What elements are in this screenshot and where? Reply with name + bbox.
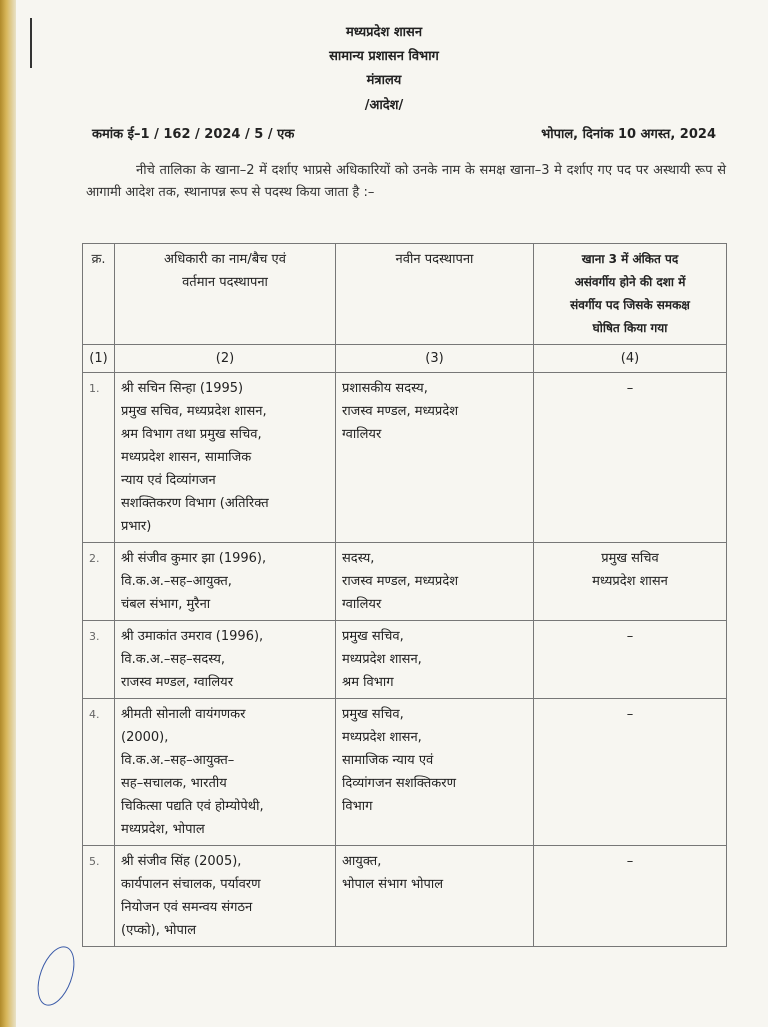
header-new-posting: नवीन पदस्थापना: [336, 244, 534, 345]
header-officer: अधिकारी का नाम/बैच एवं वर्तमान पदस्थापना: [115, 244, 336, 345]
department-name: सामान्य प्रशासन विभाग: [329, 49, 439, 64]
equivalent-post: –: [534, 621, 727, 699]
paper-edge: [0, 0, 16, 1027]
header-equivalent: खाना 3 में अंकित पद असंवर्गीय होने की दशा में संवर्गीय पद जिसके समकक्ष घोषित किया गया: [534, 244, 727, 345]
posting-table: [82, 243, 727, 947]
table-row: [83, 543, 727, 621]
officer-details: श्री संजीव कुमार झा (1996), वि.क.अ.–सह–आयुक्त, चंबल संभाग, मुरैना: [115, 543, 336, 621]
order-number: कमांक ई–1 / 162 / 2024 / 5 / एक: [92, 127, 295, 142]
serial-number: 5.: [83, 846, 115, 947]
serial-number: 1.: [83, 373, 115, 543]
new-posting: आयुक्त, भोपाल संभाग भोपाल: [336, 846, 534, 947]
new-posting: प्रमुख सचिव, मध्यप्रदेश शासन, श्रम विभाग: [336, 621, 534, 699]
column-number: (3): [336, 345, 534, 373]
ministry-name: मंत्रालय: [366, 73, 402, 88]
new-posting: प्रमुख सचिव, मध्यप्रदेश शासन, सामाजिक न्याय एवं दिव्यांगजन सशक्तिकरण विभाग: [336, 699, 534, 846]
column-number-row: [83, 345, 727, 373]
serial-number: 4.: [83, 699, 115, 846]
table-row: [83, 846, 727, 947]
table-row: [83, 699, 727, 846]
table-row: [83, 373, 727, 543]
equivalent-post: –: [534, 846, 727, 947]
column-number: (2): [115, 345, 336, 373]
order-title: /आदेश/: [364, 98, 404, 113]
serial-number: 3.: [83, 621, 115, 699]
new-posting: प्रशासकीय सदस्य, राजस्व मण्डल, मध्यप्रदेश ग्वालियर: [336, 373, 534, 543]
place-date: भोपाल, दिनांक 10 अगस्त, 2024: [541, 127, 716, 142]
serial-number: 2.: [83, 543, 115, 621]
header-sno: क्र.: [83, 244, 115, 345]
officer-details: श्री संजीव सिंह (2005), कार्यपालन संचालक, पर्यावरण नियोजन एवं समन्वय संगठन (एप्को), भोपाल: [115, 846, 336, 947]
handwritten-initial: [30, 941, 81, 1010]
column-number: (4): [534, 345, 727, 373]
officer-details: श्रीमती सोनाली वायंगणकर (2000), वि.क.अ.–सह–आयुक्त– सह–सचालक, भारतीय चिकित्सा पद्यति एवं होम्योपेथी, मध्यप्रदेश, भोपाल: [115, 699, 336, 846]
order-paragraph: नीचे तालिका के खाना–2 में दर्शाए भाप्रसे अधिकारियों को उनके नाम के समक्ष खाना–3 मे दर्शाए गए पद पर अस्थायी रूप से आगामी आदेश तक, स्थानापन्न रूप से पदस्थ किया जाता है :–: [86, 163, 726, 200]
officer-details: श्री सचिन सिन्हा (1995) प्रमुख सचिव, मध्यप्रदेश शासन, श्रम विभाग तथा प्रमुख सचिव, मध्यप्रदेश शासन, सामाजिक न्याय एवं दिव्यांगजन सशक्तिकरण विभाग (अतिरिक्त प्रभार): [115, 373, 336, 543]
government-name: मध्यप्रदेश शासन: [345, 25, 423, 40]
equivalent-post: –: [534, 699, 727, 846]
equivalent-post: –: [534, 373, 727, 543]
officer-details: श्री उमाकांत उमराव (1996), वि.क.अ.–सह–सदस्य, राजस्व मण्डल, ग्वालियर: [115, 621, 336, 699]
column-number: (1): [83, 345, 115, 373]
table-row: [83, 621, 727, 699]
equivalent-post: प्रमुख सचिव मध्यप्रदेश शासन: [534, 543, 727, 621]
new-posting: सदस्य, राजस्व मण्डल, मध्यप्रदेश ग्वालियर: [336, 543, 534, 621]
table-header-row: [83, 244, 727, 345]
